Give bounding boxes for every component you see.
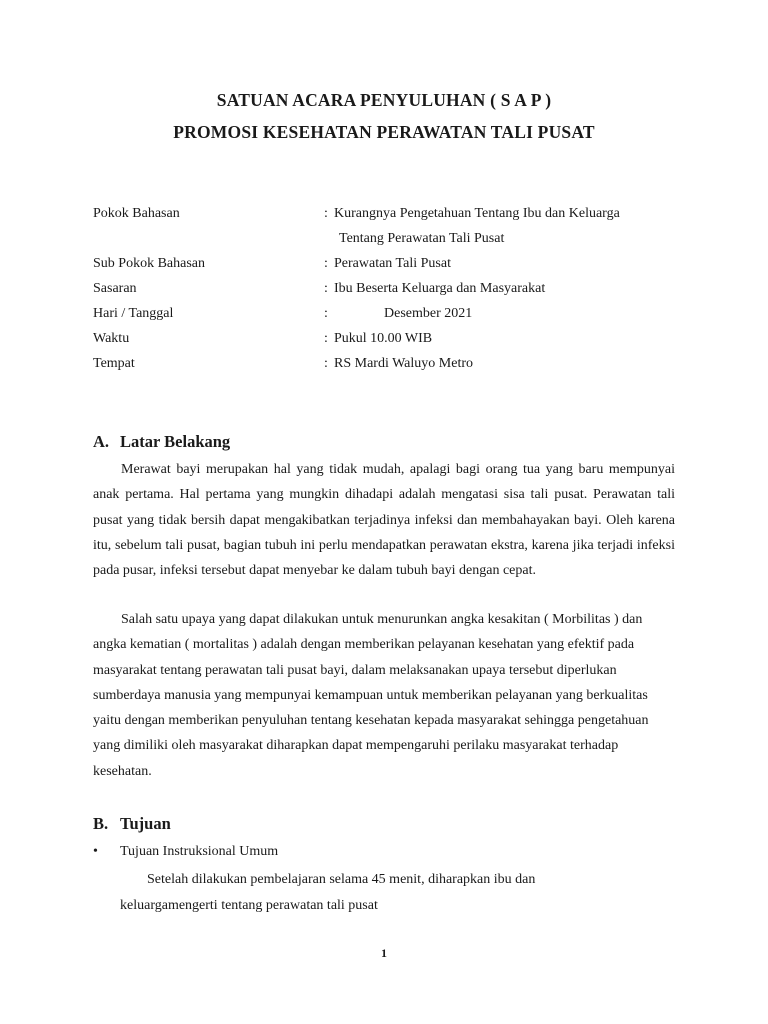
section-heading-latar-belakang <box>93 432 230 452</box>
bullet-icon: • <box>93 844 98 859</box>
paragraph-latar-belakang-2: Salah satu upaya yang dapat dilakukan untuk menurunkan angka kesakitan ( Morbilitas ) dan angka kematian ( mortalitas ) adalah dengan memberikan pelayanan kesehatan yang efektif pada masyarakat tentang perawatan tali pusat bayi, dalam melaksanakan upaya tersebut diperlukan sumberdaya manusia yang mempunyai kemampuan untuk memberikan pelayanan yang berkualitas yaitu dengan memberikan penyuluhan tentang kesehatan kepada masyarakat sehingga pengetahuan yang dimiliki oleh masyarakat diharapkan dapat mempengaruhi perilaku masyarakat terhadap kesehatan. <box>93 612 649 779</box>
info-colon: : <box>324 256 328 271</box>
info-value: Tentang Perawatan Tali Pusat <box>339 231 505 246</box>
info-colon: : <box>324 306 328 321</box>
paragraph-tujuan-umum: Setelah dilakukan pembelajaran selama 45 menit, diharapkan ibu dan keluargamengerti tentang perawatan tali pusat <box>120 872 536 913</box>
info-value: Pukul 10.00 WIB <box>334 331 433 346</box>
section-letter: A. <box>93 432 110 451</box>
info-label: Sub Pokok Bahasan <box>93 256 205 271</box>
info-value: RS Mardi Waluyo Metro <box>334 356 473 371</box>
info-label: Pokok Bahasan <box>93 206 180 221</box>
info-value: Desember 2021 <box>384 306 473 321</box>
info-colon: : <box>324 206 328 221</box>
section-heading-tujuan <box>93 814 171 834</box>
section-title: Tujuan <box>120 814 171 833</box>
info-value: Kurangnya Pengetahuan Tentang Ibu dan Keluarga <box>334 206 620 221</box>
document-title: SATUAN ACARA PENYULUHAN ( S A P ) <box>216 90 552 110</box>
page-number: 1 <box>381 946 387 960</box>
section-letter: B. <box>93 814 109 833</box>
info-value: Perawatan Tali Pusat <box>334 256 451 271</box>
info-colon: : <box>324 356 328 371</box>
info-label: Waktu <box>93 331 130 346</box>
info-colon: : <box>324 281 328 296</box>
paragraph-latar-belakang-1: Merawat bayi merupakan hal yang tidak mudah, apalagi bagi orang tua yang baru mempunyai anak pertama. Hal pertama yang mungkin dihadapi adalah mengatasi sisa tali pusat. Perawatan tali pusat yang tidak bersih dapat mengakibatkan terjadinya infeksi dan membahayakan bayi. Oleh karena itu, sebelum tali pusat, bagian tubuh ini perlu mendapatkan perawatan ekstra, karena jika terjadi infeksi pada pusar, infeksi tersebut dapat menyebar ke dalam tubuh bayi dengan cepat. <box>93 462 675 579</box>
info-value: Ibu Beserta Keluarga dan Masyarakat <box>334 281 546 296</box>
document-subtitle: PROMOSI KESEHATAN PERAWATAN TALI PUSAT <box>173 122 595 142</box>
bullet-label: Tujuan Instruksional Umum <box>120 844 279 859</box>
section-title: Latar Belakang <box>120 432 231 451</box>
info-label: Hari / Tanggal <box>93 306 174 321</box>
info-label: Tempat <box>93 356 135 371</box>
info-label: Sasaran <box>93 281 137 296</box>
info-colon: : <box>324 331 328 346</box>
